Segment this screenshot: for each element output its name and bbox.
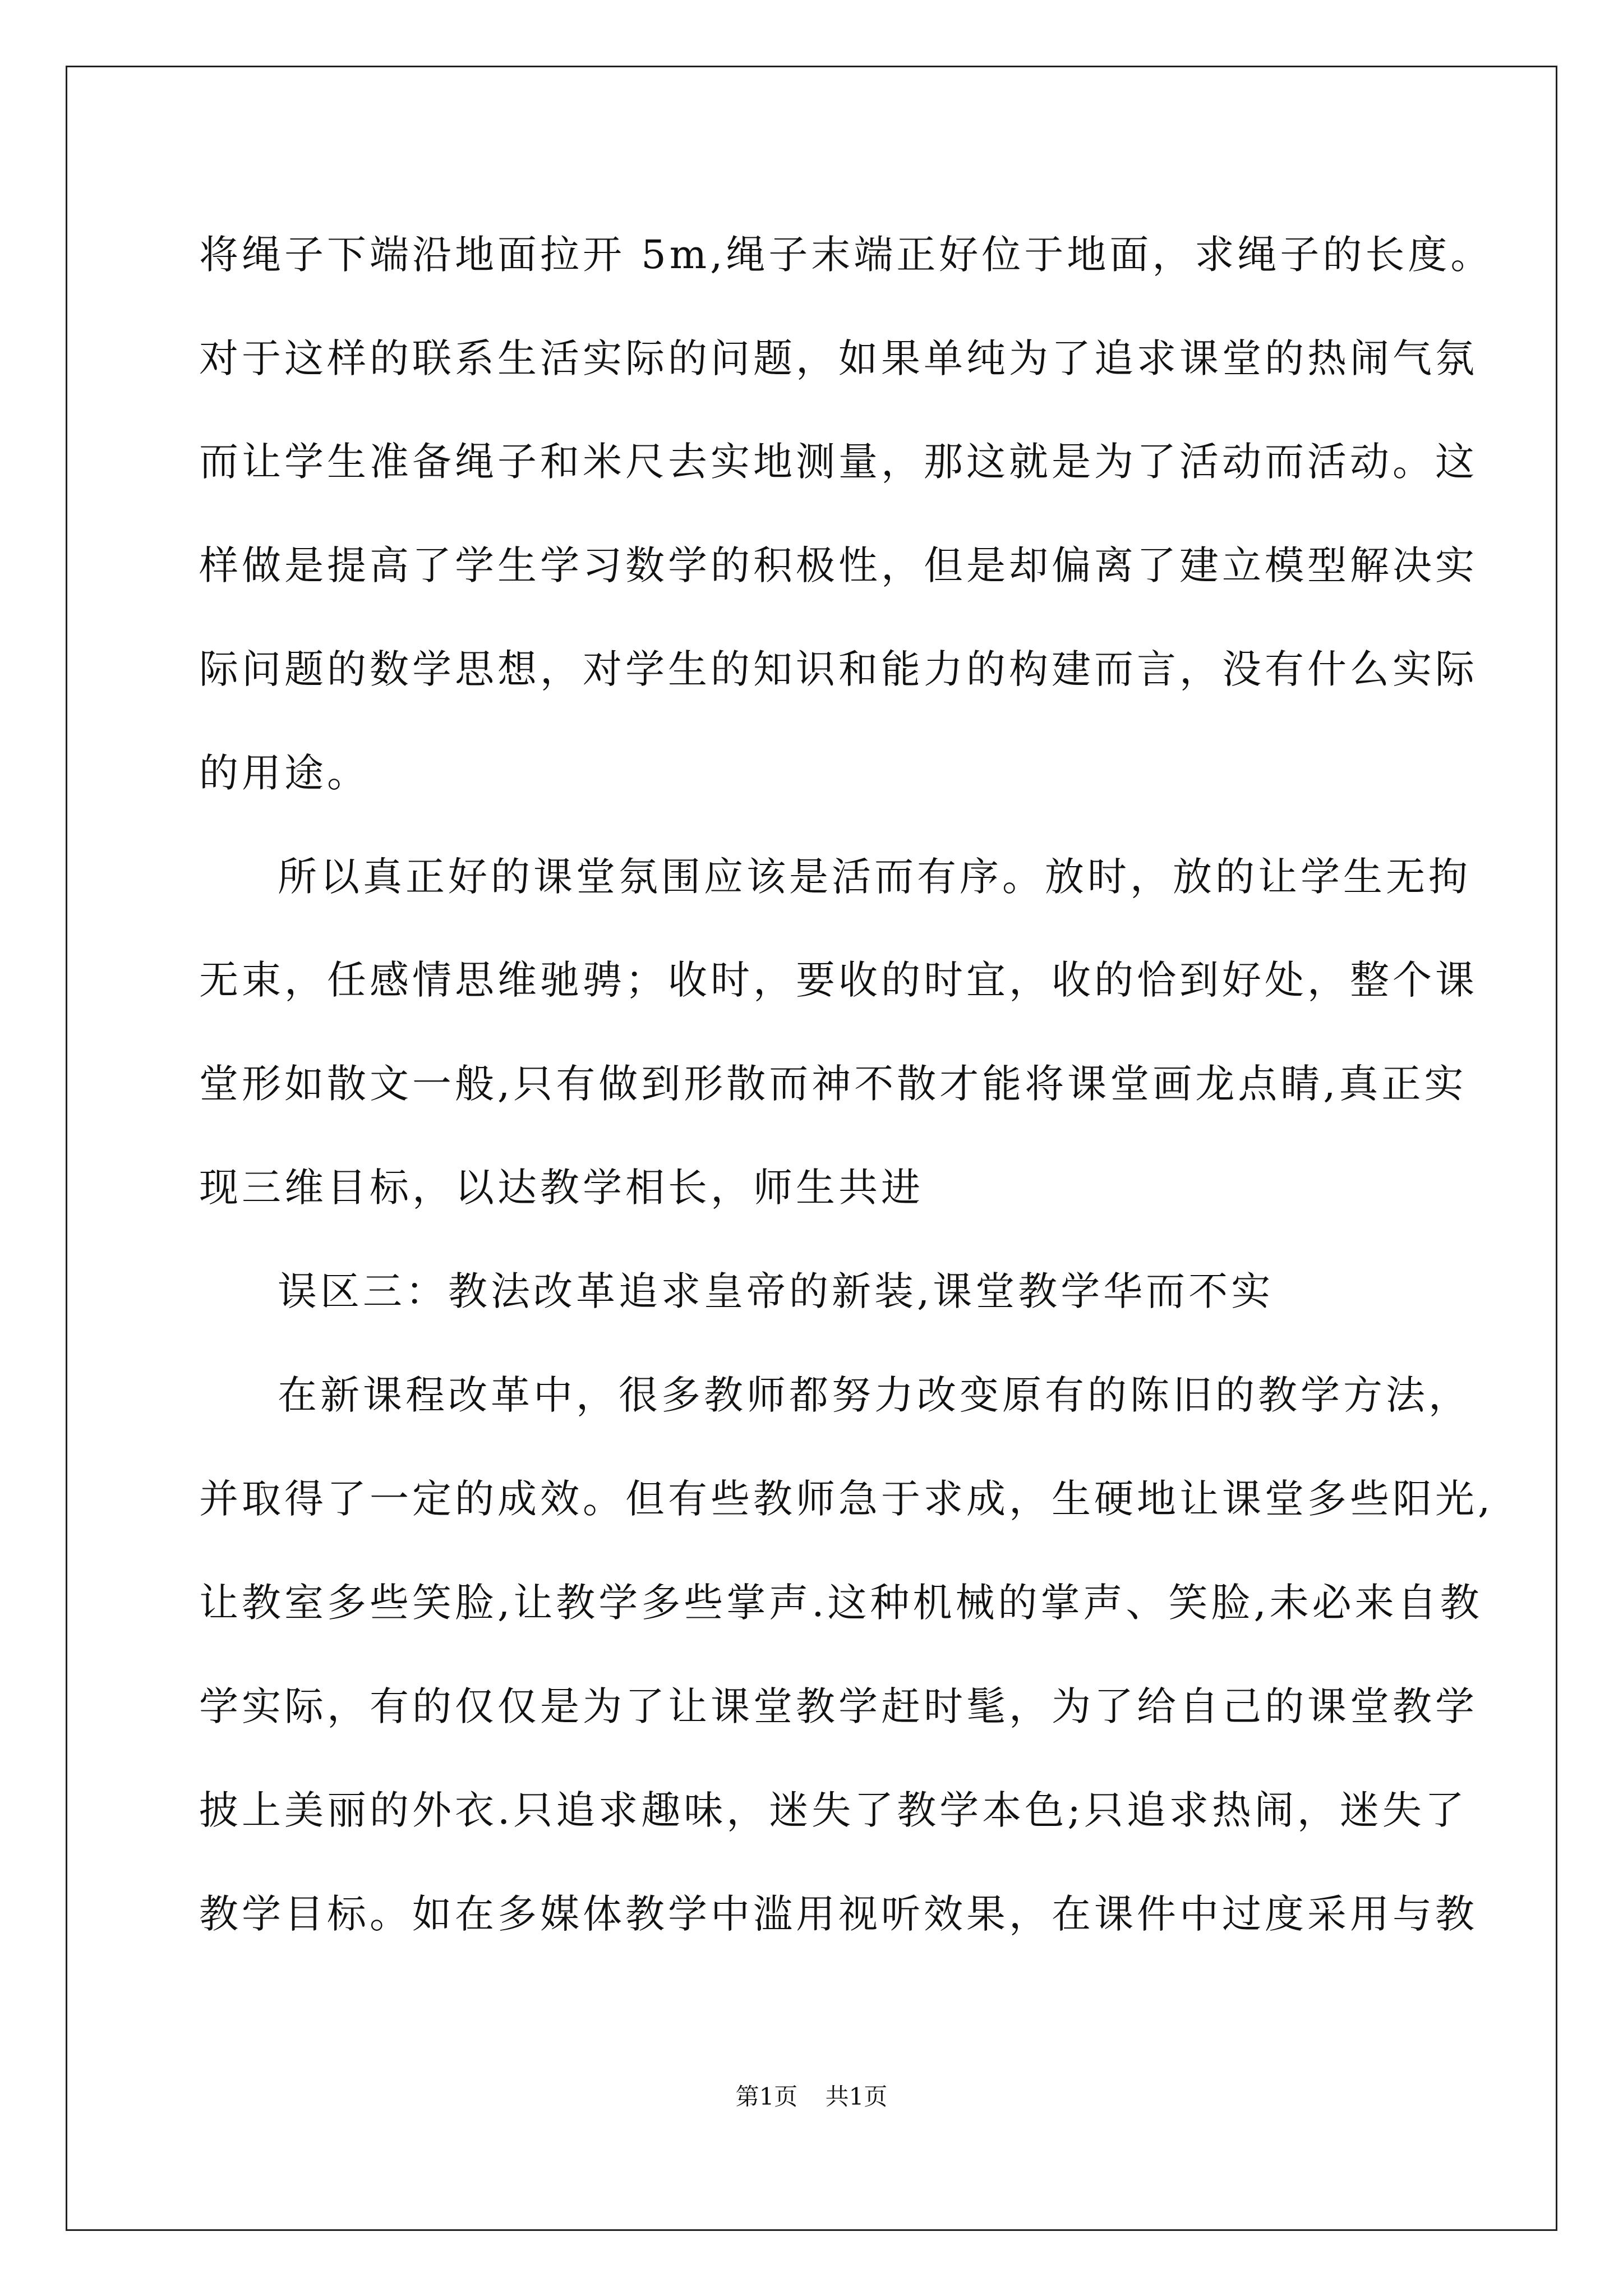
paragraph-first-line: 在新课程改革中，很多教师都努力改变原有的陈旧的教学方法， <box>278 1372 1471 1418</box>
text-line: 并取得了一定的成效。但有些教师急于求成，生硬地让课堂多些阳光, <box>199 1476 1494 1522</box>
text-line: 披上美丽的外衣.只追求趣味，迷失了教学本色;只追求热闹，迷失了 <box>199 1787 1468 1833</box>
paragraph-first-line: 所以真正好的课堂氛围应该是活而有序。放时，放的让学生无拘 <box>278 854 1471 900</box>
section-heading: 误区三：教法改革追求皇帝的新装,课堂教学华而不实 <box>278 1268 1274 1314</box>
text-line: 现三维目标，以达教学相长，师生共进 <box>199 1165 924 1211</box>
text-line: 将绳子下端沿地面拉开 5m,绳子末端正好位于地面，求绳子的长度。 <box>199 232 1493 278</box>
text-line: 学实际，有的仅仅是为了让课堂教学赶时髦，为了给自己的课堂教学 <box>199 1683 1478 1729</box>
page-footer <box>0 2080 1623 2114</box>
text-line: 无束，任感情思维驰骋；收时，要收的时宜，收的恰到好处，整个课 <box>199 957 1478 1003</box>
text-line: 的用途。 <box>199 750 370 796</box>
text-line: 际问题的数学思想，对学生的知识和能力的构建而言，没有什么实际 <box>199 646 1478 692</box>
page-total: 共1页 <box>825 2083 888 2110</box>
text-line: 样做是提高了学生学习数学的积极性，但是却偏离了建立模型解决实 <box>199 542 1478 588</box>
text-line: 对于这样的联系生活实际的问题，如果单纯为了追求课堂的热闹气氛 <box>199 335 1478 381</box>
text-line: 堂形如散文一般,只有做到形散而神不散才能将课堂画龙点睛,真正实 <box>199 1061 1467 1107</box>
text-line: 而让学生准备绳子和米尺去实地测量，那这就是为了活动而活动。这 <box>199 439 1478 485</box>
text-line: 让教室多些笑脸,让教学多些掌声.这种机械的掌声、笑脸,未必来自教 <box>199 1580 1483 1626</box>
page-number: 第1页 <box>735 2083 798 2110</box>
text-line: 教学目标。如在多媒体教学中滥用视听效果，在课件中过度采用与教 <box>199 1891 1478 1937</box>
